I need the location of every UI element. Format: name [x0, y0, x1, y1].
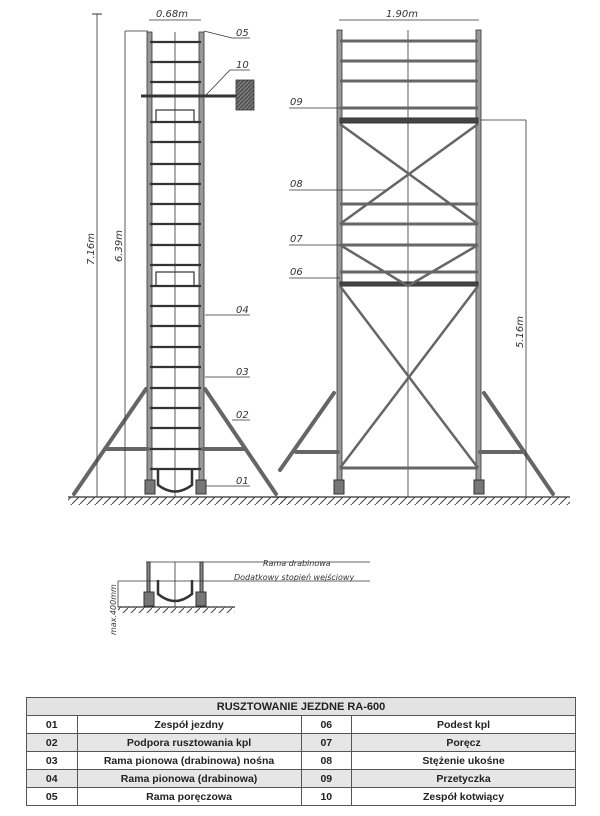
platform-height-label-left: 6.39m	[114, 229, 125, 262]
callout-09: 09	[290, 97, 303, 108]
part-number: 07	[301, 734, 352, 752]
part-number: 09	[301, 770, 352, 788]
part-name: Rama pionowa (drabinowa) nośna	[77, 752, 301, 770]
mid-rails	[340, 204, 478, 468]
platform-height-label-right: 5.16m	[515, 315, 526, 348]
callout-10: 10	[236, 60, 249, 71]
part-name: Rama pionowa (drabinowa)	[77, 770, 301, 788]
part-number: 05	[27, 788, 78, 806]
width-label-left: 0.68m	[156, 9, 189, 20]
part-name: Poręcz	[352, 734, 576, 752]
part-number: 10	[301, 788, 352, 806]
part-name: Podpora rusztowania kpl	[77, 734, 301, 752]
callout-02: 02	[236, 410, 249, 421]
part-name: Zespół jezdny	[77, 716, 301, 734]
part-name: Przetyczka	[352, 770, 576, 788]
outriggers-right-tower	[280, 393, 553, 494]
guardrails-top	[340, 41, 478, 108]
callout-08: 08	[290, 179, 303, 190]
ladder-rungs	[150, 42, 201, 469]
part-number: 04	[27, 770, 78, 788]
castor-left	[145, 480, 155, 494]
part-name: Zespół kotwiący	[352, 788, 576, 806]
table-row	[27, 752, 576, 770]
right-upright	[199, 32, 204, 482]
label-entry-step: Dodatkowy stopień wejściowy	[234, 573, 355, 582]
left-upright-front	[337, 30, 342, 485]
width-label-right: 1.90m	[386, 9, 419, 20]
part-number: 02	[27, 734, 78, 752]
part-name: Podest kpl	[352, 716, 576, 734]
left-upright	[147, 32, 152, 482]
total-height-label: 7.16m	[86, 232, 97, 265]
callout-07: 07	[290, 234, 303, 245]
part-number: 03	[27, 752, 78, 770]
parts-table	[26, 697, 576, 806]
callout-06: 06	[290, 267, 303, 278]
callout-03: 03	[236, 367, 249, 378]
part-number: 01	[27, 716, 78, 734]
part-number: 06	[301, 716, 352, 734]
right-tower-front-view	[272, 20, 570, 505]
callout-05: 05	[236, 28, 249, 39]
table-row	[27, 734, 576, 752]
wall-anchor-block	[236, 80, 254, 110]
table-row	[27, 716, 576, 734]
table-row	[27, 770, 576, 788]
part-number: 08	[301, 752, 352, 770]
callout-04: 04	[236, 305, 249, 316]
entry-step-detail	[118, 562, 370, 613]
table-row	[27, 788, 576, 806]
diagonal-bracing	[340, 124, 478, 468]
part-name: Rama poręczowa	[77, 788, 301, 806]
parts-table-title: RUSZTOWANIE JEZDNE RA-600	[27, 698, 576, 716]
right-upright-front	[476, 30, 481, 485]
castor-right	[196, 480, 206, 494]
left-tower-side-view	[68, 14, 290, 505]
callout-01: 01	[236, 476, 249, 487]
top-platform	[340, 118, 478, 123]
ground-hatch	[68, 497, 290, 505]
label-ladder-frame: Rama drabinowa	[263, 559, 331, 568]
part-name: Stężenie ukośne	[352, 752, 576, 770]
step-height-label: max.400mm	[109, 584, 118, 635]
